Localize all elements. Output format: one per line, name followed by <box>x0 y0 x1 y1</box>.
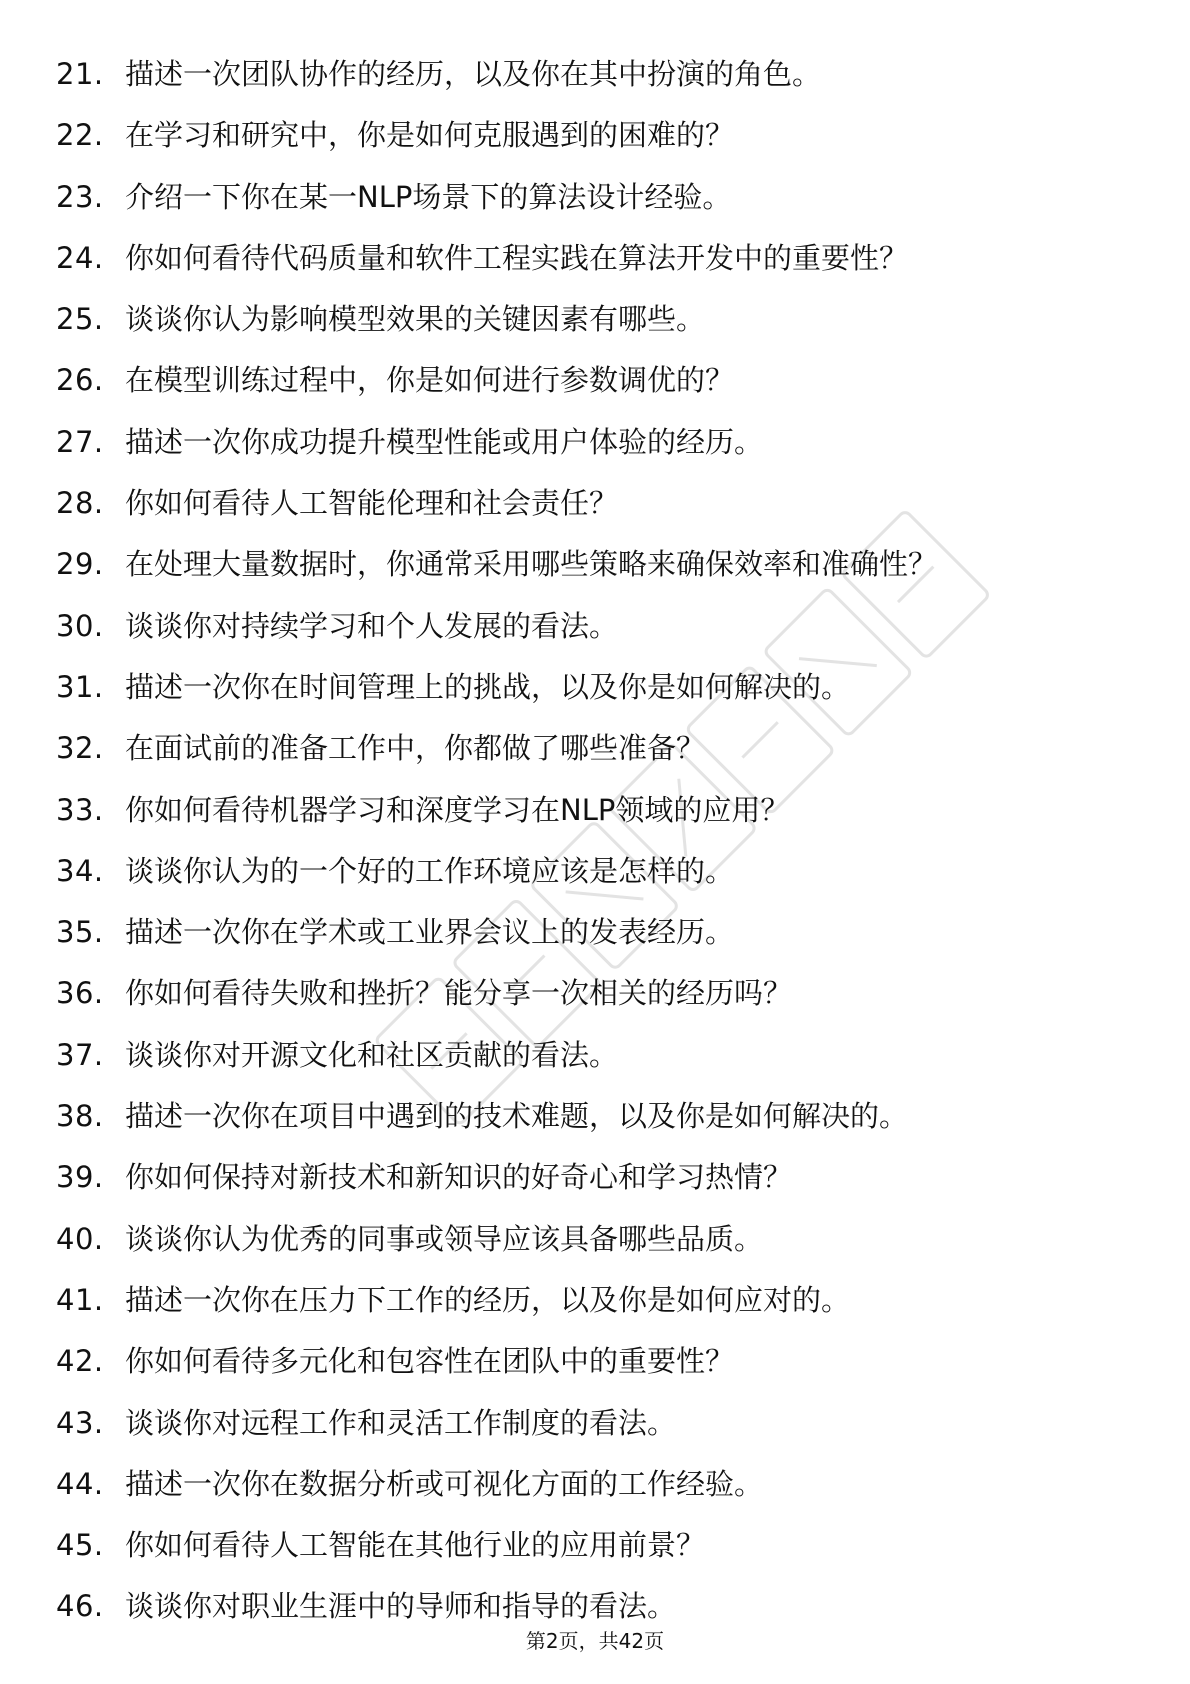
question-text: 介绍一下你在某一NLP场景下的算法设计经验。 <box>125 179 732 214</box>
question-item <box>0 228 1190 289</box>
question-number: 31. <box>56 669 104 704</box>
question-text: 在模型训练过程中，你是如何进行参数调优的？ <box>125 363 735 398</box>
question-text: 谈谈你认为优秀的同事或领导应该具备哪些品质。 <box>125 1221 764 1256</box>
question-text: 在学习和研究中，你是如何克服遇到的困难的？ <box>125 118 735 153</box>
question-item <box>0 1086 1190 1147</box>
question-text: 你如何看待多元化和包容性在团队中的重要性？ <box>125 1344 735 1379</box>
question-item <box>0 350 1190 411</box>
question-number: 30. <box>56 608 104 643</box>
question-item <box>0 1025 1190 1086</box>
question-text: 谈谈你认为影响模型效果的关键因素有哪些。 <box>125 302 706 337</box>
question-item <box>0 1393 1190 1454</box>
question-number: 41. <box>56 1282 104 1317</box>
question-item <box>0 1147 1190 1208</box>
question-text: 谈谈你对开源文化和社区贡献的看法。 <box>125 1037 619 1072</box>
question-item <box>0 44 1190 105</box>
question-text: 你如何看待机器学习和深度学习在NLP领域的应用？ <box>125 792 790 827</box>
question-text: 你如何看待人工智能伦理和社会责任？ <box>125 486 619 521</box>
question-number: 36. <box>56 976 104 1011</box>
question-text: 你如何看待失败和挫折？能分享一次相关的经历吗？ <box>125 976 793 1011</box>
question-text: 描述一次你在学术或工业界会议上的发表经历。 <box>125 915 735 950</box>
question-number: 23. <box>56 179 104 214</box>
question-item <box>0 841 1190 902</box>
question-item <box>0 657 1190 718</box>
question-item <box>0 105 1190 166</box>
question-text: 你如何保持对新技术和新知识的好奇心和学习热情？ <box>125 1160 793 1195</box>
question-number: 29. <box>56 547 104 582</box>
question-text: 在面试前的准备工作中，你都做了哪些准备？ <box>125 731 706 766</box>
question-item <box>0 412 1190 473</box>
question-number: 40. <box>56 1221 104 1256</box>
question-item <box>0 534 1190 595</box>
question-text: 描述一次团队协作的经历，以及你在其中扮演的角色。 <box>125 57 822 91</box>
question-item <box>0 1331 1190 1392</box>
question-number: 39. <box>56 1160 104 1195</box>
question-text: 描述一次你在压力下工作的经历，以及你是如何应对的。 <box>125 1282 851 1317</box>
question-number: 28. <box>56 486 104 521</box>
question-item <box>0 718 1190 779</box>
question-text: 描述一次你在项目中遇到的技术难题，以及你是如何解决的。 <box>125 1099 909 1134</box>
question-item <box>0 473 1190 534</box>
question-item <box>0 1454 1190 1515</box>
page-number-footer: 第2页，共42页 <box>525 1629 665 1653</box>
question-text: 描述一次你成功提升模型性能或用户体验的经历。 <box>125 424 764 459</box>
question-number: 44. <box>56 1466 104 1501</box>
question-number: 34. <box>56 853 104 888</box>
question-text: 谈谈你认为的一个好的工作环境应该是怎样的。 <box>125 853 735 888</box>
question-number: 45. <box>56 1528 104 1563</box>
question-number: 35. <box>56 915 104 950</box>
question-number: 37. <box>56 1037 104 1072</box>
question-item <box>0 289 1190 350</box>
question-text: 谈谈你对远程工作和灵活工作制度的看法。 <box>125 1405 677 1440</box>
question-number: 38. <box>56 1099 104 1134</box>
question-item <box>0 1270 1190 1331</box>
question-item <box>0 167 1190 228</box>
question-number: 26. <box>56 363 104 398</box>
question-text: 描述一次你在数据分析或可视化方面的工作经验。 <box>125 1466 764 1501</box>
question-item <box>0 1515 1190 1576</box>
question-number: 43. <box>56 1405 104 1440</box>
question-number: 32. <box>56 731 104 766</box>
question-number: 22. <box>56 118 104 153</box>
question-text: 你如何看待人工智能在其他行业的应用前景？ <box>125 1528 706 1563</box>
question-text: 描述一次你在时间管理上的挑战，以及你是如何解决的。 <box>125 669 851 704</box>
question-list <box>0 44 1190 1638</box>
question-item <box>0 963 1190 1024</box>
question-text: 在处理大量数据时，你通常采用哪些策略来确保效率和准确性？ <box>125 547 938 582</box>
question-number: 21. <box>56 57 104 91</box>
question-item <box>0 596 1190 657</box>
question-text: 你如何看待代码质量和软件工程实践在算法开发中的重要性？ <box>125 240 909 275</box>
question-number: 33. <box>56 792 104 827</box>
question-number: 46. <box>56 1589 104 1624</box>
question-number: 42. <box>56 1344 104 1379</box>
question-item <box>0 780 1190 841</box>
question-number: 24. <box>56 240 104 275</box>
question-item <box>0 902 1190 963</box>
question-item <box>0 1209 1190 1270</box>
question-number: 25. <box>56 302 104 337</box>
question-text: 谈谈你对持续学习和个人发展的看法。 <box>125 608 619 643</box>
question-text: 谈谈你对职业生涯中的导师和指导的看法。 <box>125 1589 677 1624</box>
question-number: 27. <box>56 424 104 459</box>
